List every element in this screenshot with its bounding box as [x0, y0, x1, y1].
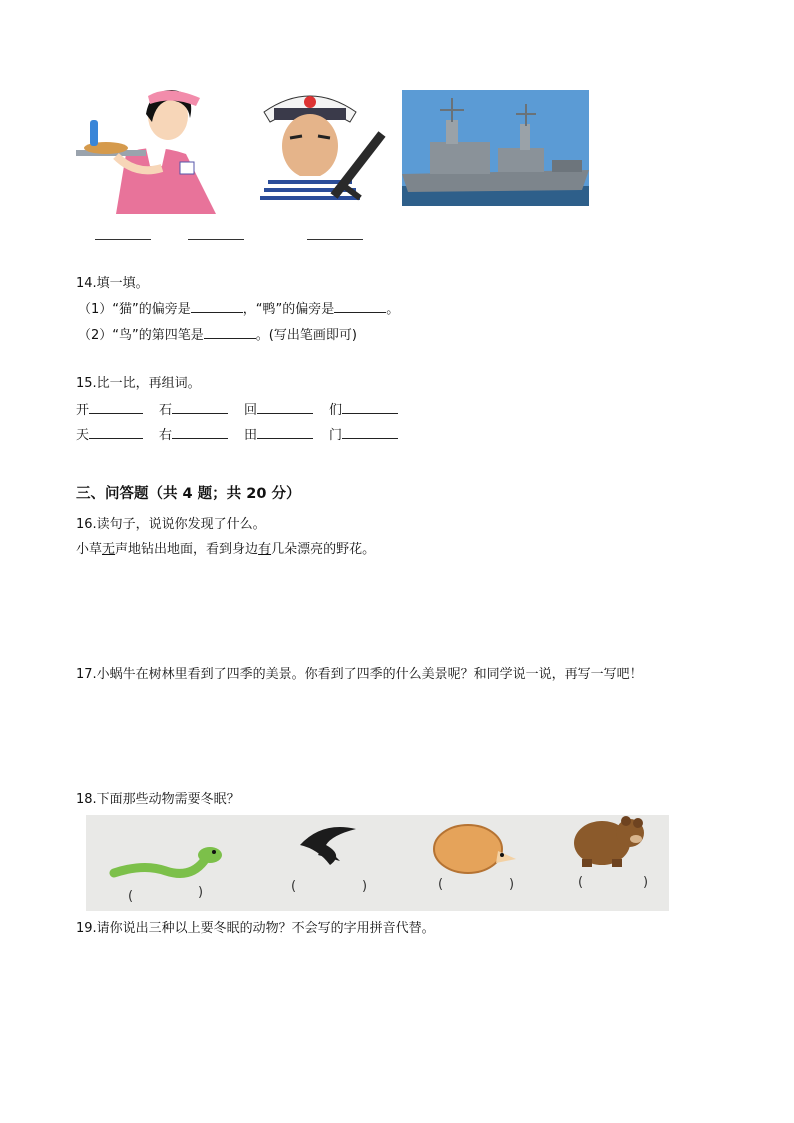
- q16-text-post: 几朵漂亮的野花。: [271, 542, 376, 557]
- q16-text-pre: 小草: [76, 542, 103, 557]
- answer-line-2[interactable]: [188, 239, 244, 240]
- sailor-illustration: [234, 86, 386, 208]
- q16-sentence: [76, 541, 375, 559]
- paren-close: ): [362, 879, 368, 894]
- hibernation-animals-image: [86, 815, 669, 911]
- waitress-illustration: [76, 84, 222, 214]
- paren-close: ): [198, 885, 204, 900]
- paren-open: (: [291, 879, 297, 894]
- q15-blank[interactable]: [172, 426, 228, 439]
- q15-blank[interactable]: [89, 401, 143, 414]
- paren-close: ): [509, 877, 515, 892]
- q14-line1: [78, 300, 399, 319]
- q18-title: 18.下面那些动物需要冬眠？: [76, 792, 240, 807]
- q17-title: 17.小蜗牛在树林里看到了四季的美景。你看到了四季的什么美景呢？和同学说一说，再写一写吧！: [76, 667, 643, 682]
- q15-blank[interactable]: [257, 426, 313, 439]
- q15-blank[interactable]: [172, 401, 228, 414]
- q15-blank[interactable]: [89, 426, 143, 439]
- q14-line2-text-b: 。(写出笔画即可): [255, 328, 357, 343]
- q19-title: 19.请你说出三种以上要冬眠的动物？不会写的字用拼音代替。: [76, 921, 435, 936]
- q16-text-mid: 声地钻出地面，看到身边: [115, 542, 259, 557]
- q15-char: 田: [244, 428, 258, 443]
- q14-line1-text-c: 。: [386, 302, 400, 317]
- q14-blank-2[interactable]: [334, 300, 386, 313]
- q15-char: 石: [159, 403, 173, 418]
- paren-open: (: [128, 889, 134, 904]
- q14-blank-1[interactable]: [191, 300, 243, 313]
- q15-char: 回: [244, 403, 258, 418]
- warship-photo: [402, 90, 589, 206]
- q15-row-1: [76, 401, 398, 420]
- section-3-heading: 三、问答题（共 4 题；共 20 分）: [76, 486, 301, 502]
- q16-title: 16.读句子，说说你发现了什么。: [76, 517, 266, 532]
- q15-blank[interactable]: [342, 401, 398, 414]
- q15-blank[interactable]: [342, 426, 398, 439]
- q14-line1-text-b: ，“鸭”的偏旁是: [242, 302, 335, 317]
- q14-line2: [78, 326, 357, 345]
- q15-char: 右: [159, 428, 173, 443]
- q15-char: 开: [76, 403, 90, 418]
- paren-open: (: [438, 877, 444, 892]
- q14-blank-3[interactable]: [204, 326, 256, 339]
- q14-line2-text-a: （2）“鸟”的第四笔是: [78, 328, 204, 343]
- paren-close: ): [643, 875, 649, 890]
- q16-underlined-word-2: 有: [258, 542, 272, 557]
- q15-title: 15.比一比，再组词。: [76, 376, 201, 391]
- answer-line-1[interactable]: [95, 239, 151, 240]
- q15-char: 天: [76, 428, 90, 443]
- answer-line-3[interactable]: [307, 239, 363, 240]
- q15-char: 们: [329, 403, 343, 418]
- q14-line1-text-a: （1）“猫”的偏旁是: [78, 302, 191, 317]
- q15-blank[interactable]: [257, 401, 313, 414]
- q15-char: 门: [329, 428, 343, 443]
- q16-underlined-word-1: 无: [102, 542, 116, 557]
- q14-title: 14.填一填。: [76, 276, 149, 291]
- q15-row-2: [76, 426, 398, 445]
- paren-open: (: [578, 875, 584, 890]
